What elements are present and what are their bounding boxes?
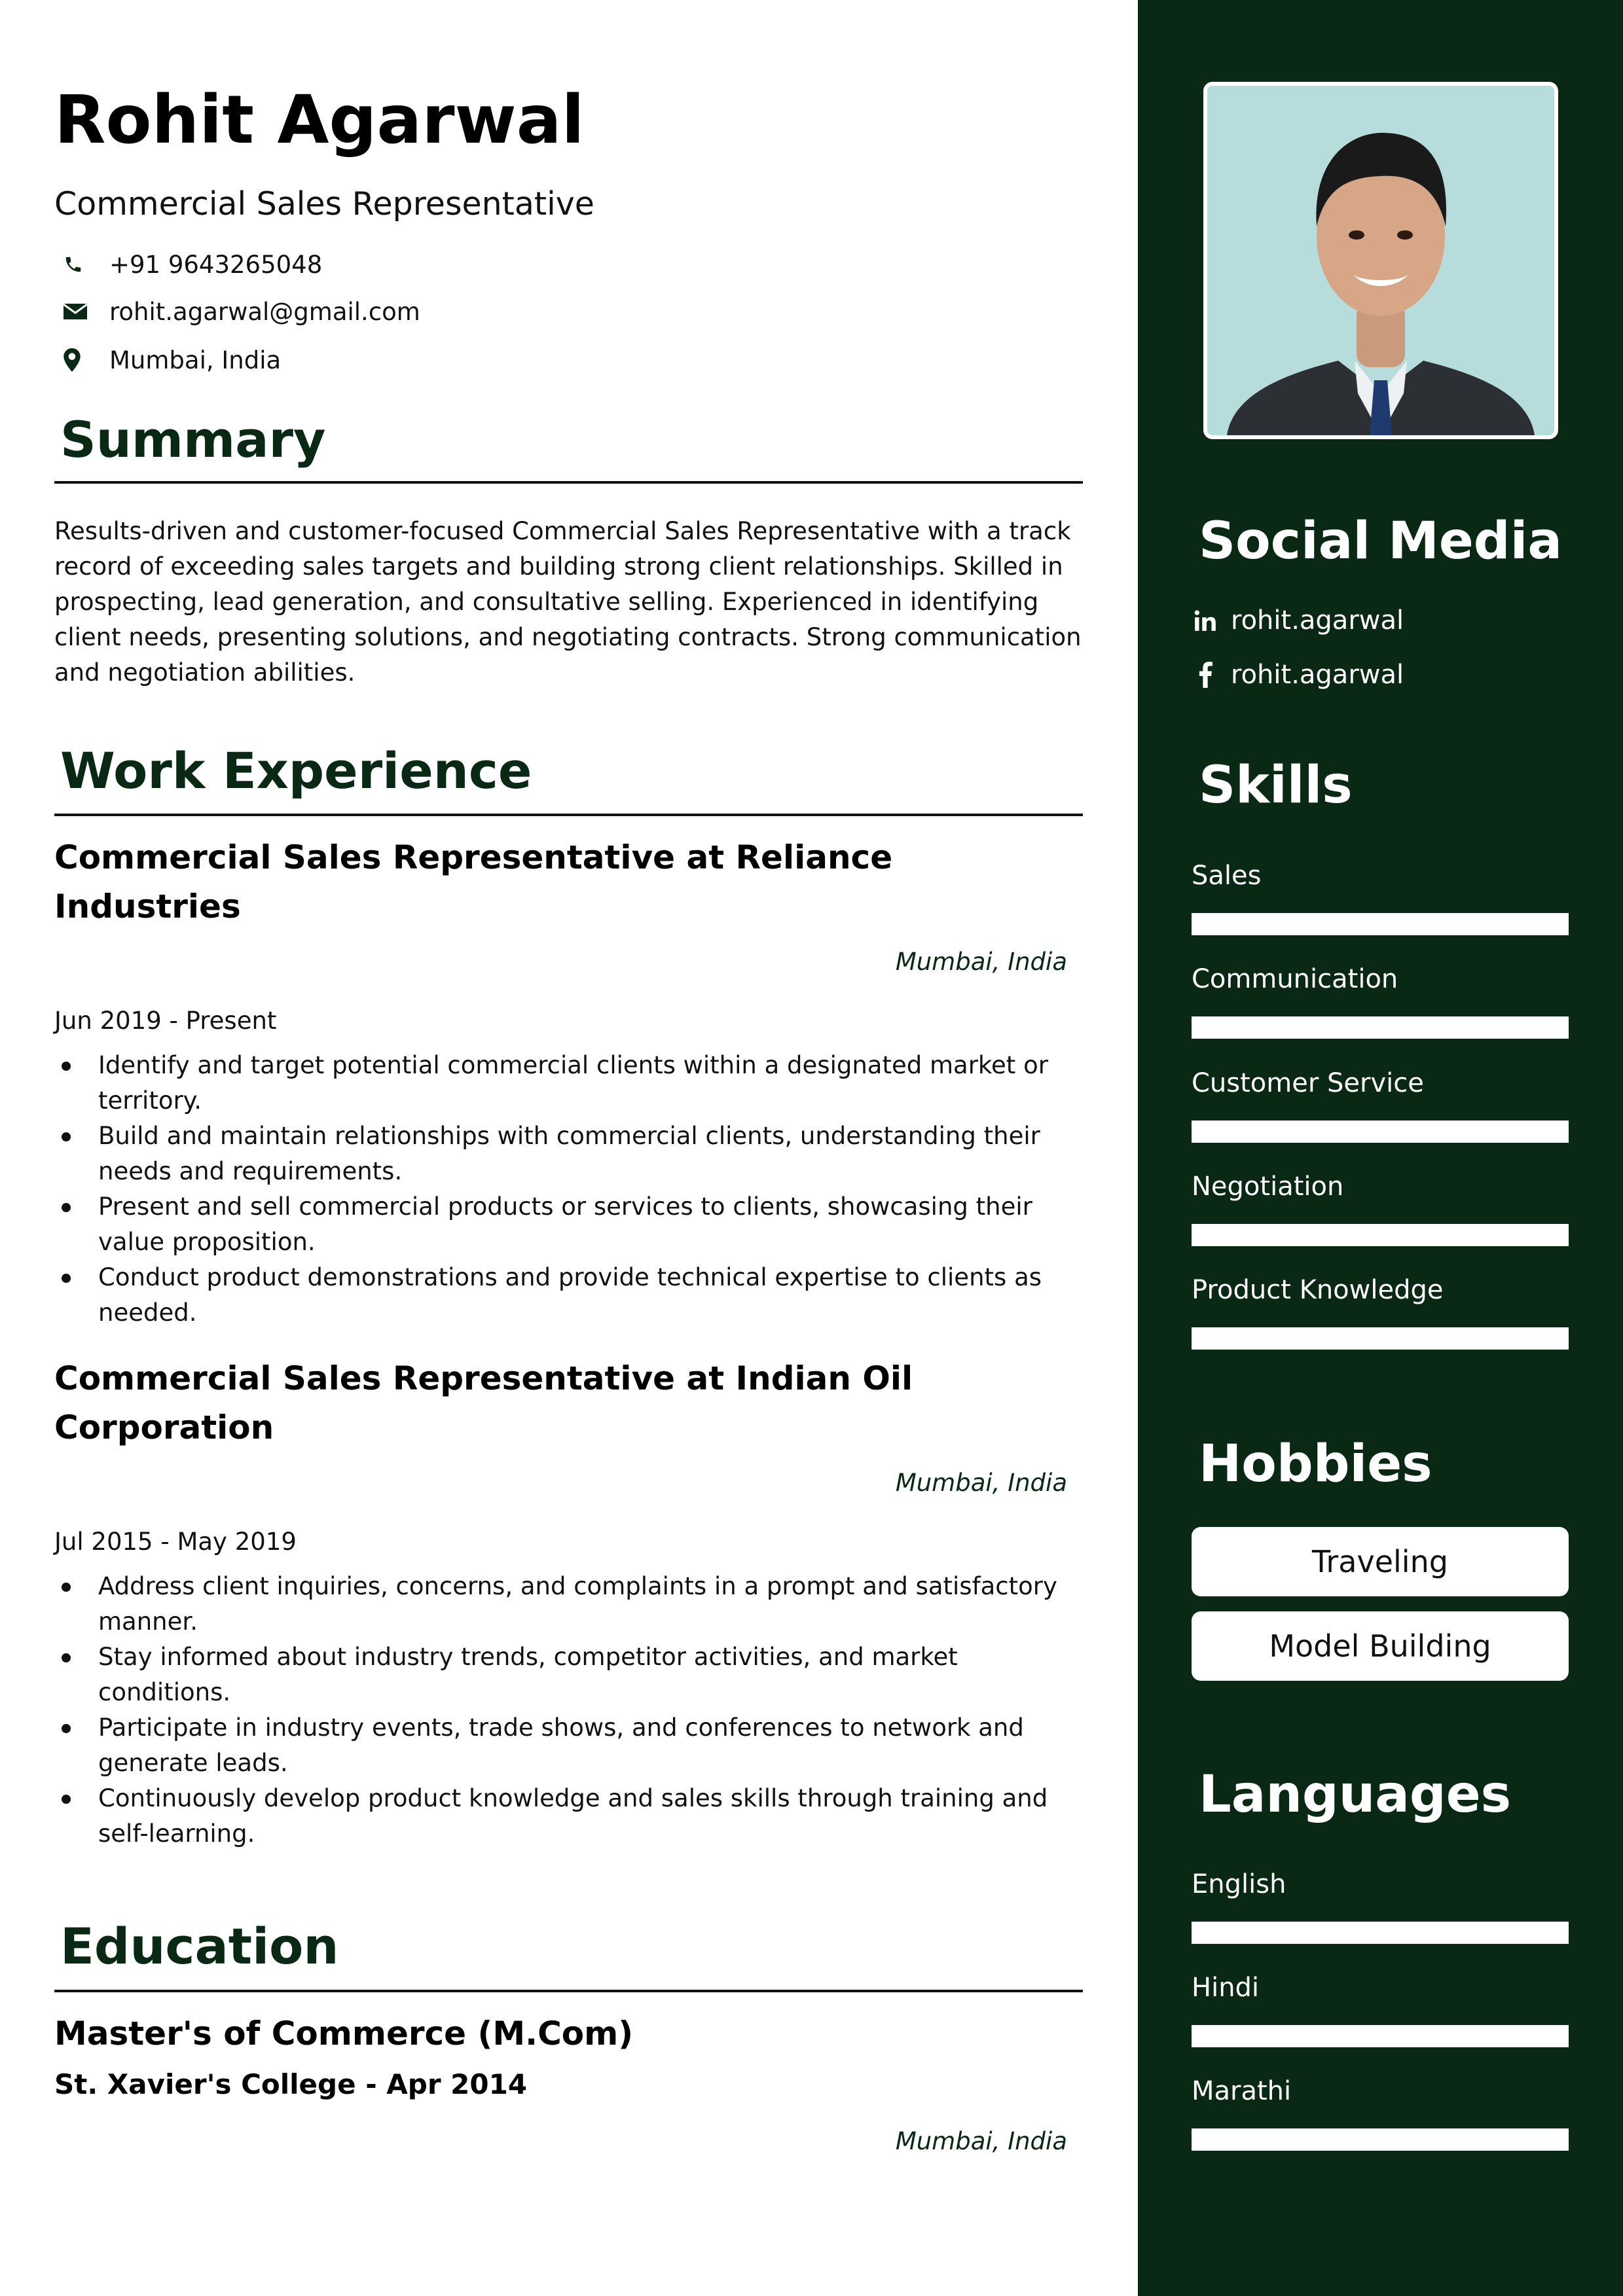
education-school: St. Xavier's College - Apr 2014	[54, 2068, 528, 2100]
phone-number: +91 9643265048	[109, 250, 323, 279]
list-item: Identify and target potential commercial clients within a designated market or territory.	[54, 1048, 1076, 1119]
skill-bar	[1192, 913, 1569, 935]
list-item: Address client inquiries, concerns, and complaints in a prompt and satisfactory manner.	[54, 1569, 1076, 1640]
summary-divider	[54, 481, 1083, 484]
skill-bar	[1192, 1121, 1569, 1143]
social-facebook[interactable]	[1192, 660, 1404, 690]
job-bullets	[54, 1048, 1076, 1331]
skill-label: Customer Service	[1192, 1068, 1424, 1098]
contact-location	[54, 346, 281, 374]
experience-heading: Work Experience	[60, 742, 532, 800]
job-bullets	[54, 1569, 1076, 1852]
language-label: Marathi	[1192, 2076, 1292, 2106]
email-address: rohit.agarwal@gmail.com	[109, 297, 420, 326]
language-label: English	[1192, 1869, 1286, 1899]
education-divider	[54, 1990, 1083, 1992]
language-bar	[1192, 1922, 1569, 1944]
phone-icon	[54, 250, 94, 279]
skill-bar	[1192, 1224, 1569, 1246]
list-item: Stay informed about industry trends, competitor activities, and market conditions.	[54, 1640, 1076, 1710]
languages-heading: Languages	[1199, 1765, 1512, 1824]
job-location: Mumbai, India	[895, 948, 1067, 976]
job-location: Mumbai, India	[895, 1469, 1067, 1497]
hobby-badge: Model Building	[1192, 1611, 1569, 1681]
social-linkedin[interactable]	[1192, 605, 1404, 636]
list-item: Continuously develop product knowledge and sales skills through training and self-learning.	[54, 1781, 1076, 1852]
language-bar	[1192, 2025, 1569, 2047]
facebook-icon	[1192, 662, 1219, 688]
education-heading: Education	[60, 1917, 339, 1975]
summary-text: Results-driven and customer-focused Commercial Sales Representative with a track record of exceeding sales targets and building strong client relationships. Skilled in prospecting, lead generation, and consultative selling. Experienced in identifying client needs, presenting solutions, and negotiating contracts. Strong communication and negotiation abilities.	[54, 517, 1082, 687]
profile-photo	[1203, 82, 1558, 439]
candidate-name: Rohit Agarwal	[54, 81, 585, 159]
sidebar	[1138, 0, 1623, 2296]
map-pin-icon	[54, 346, 94, 374]
language-label: Hindi	[1192, 1973, 1260, 2003]
language-bar-fill	[1192, 2128, 1569, 2151]
skill-bar	[1192, 1016, 1569, 1039]
contact-email	[54, 297, 420, 326]
skill-bar-fill	[1192, 1121, 1569, 1143]
language-bar	[1192, 2128, 1569, 2151]
envelope-icon	[54, 297, 94, 326]
job-title: Commercial Sales Representative at Indian Oil Corporation	[54, 1359, 913, 1446]
skills-heading: Skills	[1199, 756, 1353, 815]
hobbies-heading: Hobbies	[1199, 1435, 1432, 1494]
list-item: Participate in industry events, trade shows, and conferences to network and generate leads.	[54, 1710, 1076, 1781]
linkedin-icon	[1192, 608, 1219, 633]
contact-phone	[54, 250, 322, 279]
skill-bar-fill	[1192, 1016, 1569, 1039]
language-bar-fill	[1192, 1922, 1569, 1944]
skill-label: Product Knowledge	[1192, 1275, 1444, 1305]
skill-bar	[1192, 1327, 1569, 1350]
education-degree: Master's of Commerce (M.Com)	[54, 2015, 634, 2053]
location-text: Mumbai, India	[109, 346, 282, 374]
education-location: Mumbai, India	[895, 2127, 1067, 2155]
social-heading: Social Media	[1199, 512, 1562, 571]
job-dates: Jul 2015 - May 2019	[54, 1528, 297, 1556]
skill-label: Negotiation	[1192, 1172, 1344, 1202]
experience-divider	[54, 814, 1083, 816]
list-item: Build and maintain relationships with commercial clients, understanding their needs and requirements.	[54, 1119, 1076, 1189]
language-bar-fill	[1192, 2025, 1569, 2047]
summary-heading: Summary	[60, 410, 326, 469]
skill-label: Communication	[1192, 964, 1398, 994]
skill-bar-fill	[1192, 1224, 1569, 1246]
hobby-badge: Traveling	[1192, 1527, 1569, 1596]
candidate-title: Commercial Sales Representative	[54, 185, 594, 223]
list-item: Present and sell commercial products or services to clients, showcasing their value proposition.	[54, 1189, 1076, 1260]
skill-bar-fill	[1192, 913, 1569, 935]
job-title: Commercial Sales Representative at Reliance Industries	[54, 838, 893, 925]
facebook-handle: rohit.agarwal	[1231, 660, 1404, 690]
skill-bar-fill	[1192, 1327, 1569, 1350]
job-dates: Jun 2019 - Present	[54, 1007, 277, 1035]
linkedin-handle: rohit.agarwal	[1231, 605, 1404, 636]
skill-label: Sales	[1192, 861, 1262, 891]
list-item: Conduct product demonstrations and provide technical expertise to clients as needed.	[54, 1260, 1076, 1331]
